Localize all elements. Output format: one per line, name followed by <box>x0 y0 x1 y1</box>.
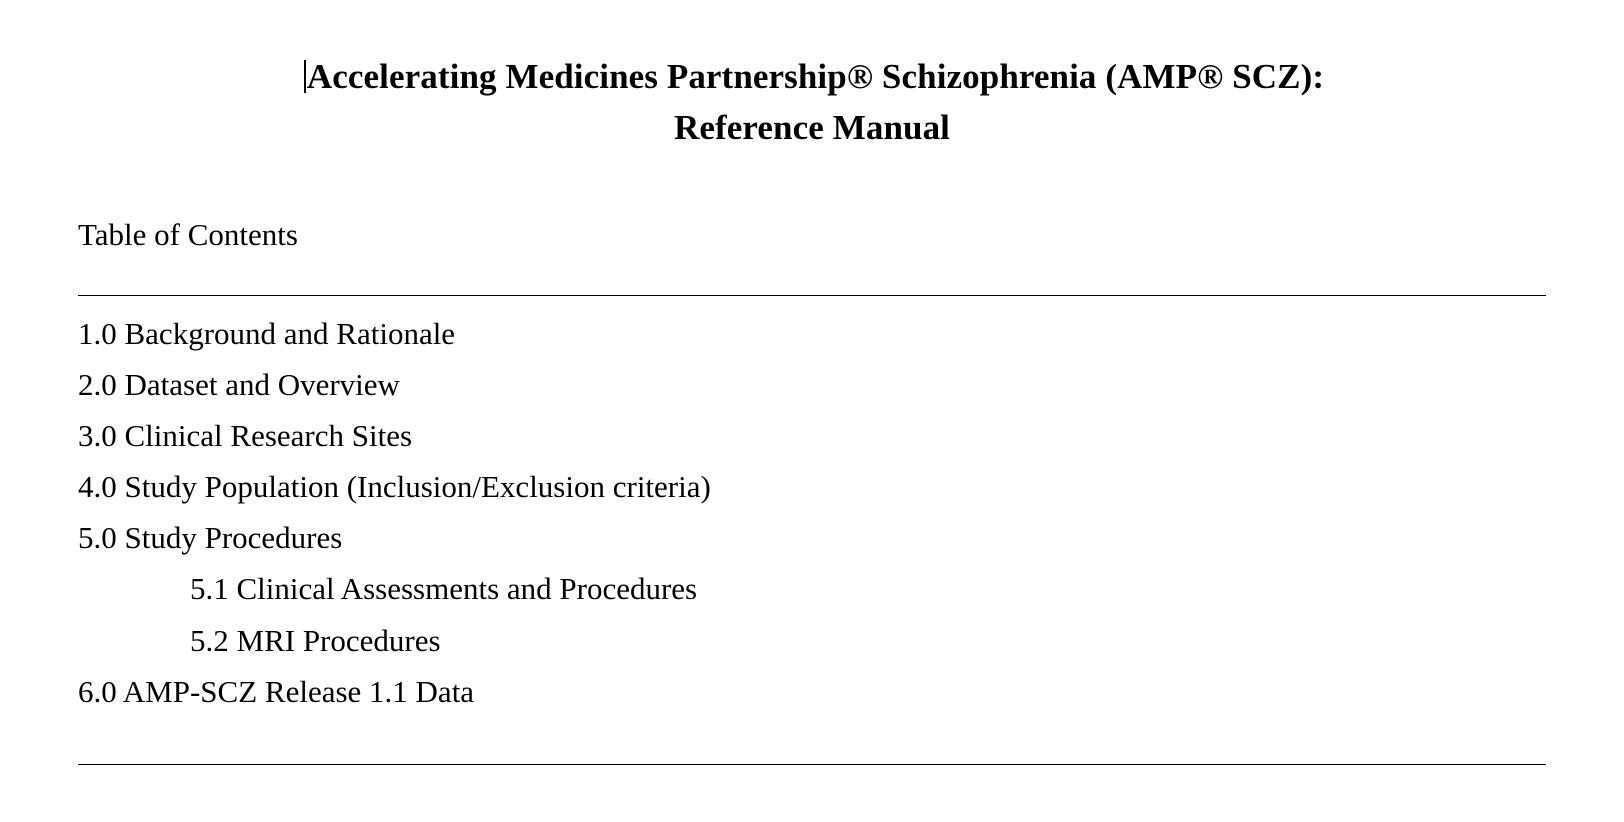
title-line-2: Reference Manual <box>673 107 950 147</box>
toc-list <box>78 296 1546 717</box>
list-item[interactable]: 6.0 AMP-SCZ Release 1.1 Data <box>78 673 475 709</box>
list-item[interactable]: 2.0 Dataset and Overview <box>78 366 400 402</box>
list-item[interactable]: 5.1 Clinical Assessments and Procedures <box>190 571 698 607</box>
title-line-1 <box>78 52 1546 103</box>
list-item[interactable]: 3.0 Clinical Research Sites <box>78 417 413 453</box>
divider-bottom <box>78 764 1546 765</box>
list-item[interactable]: 5.0 Study Procedures <box>78 520 343 556</box>
list-item[interactable]: 4.0 Study Population (Inclusion/Exclusion criteria) <box>78 469 711 505</box>
toc-heading: Table of Contents <box>78 216 298 252</box>
list-item[interactable]: 5.2 MRI Procedures <box>190 622 441 658</box>
list-item[interactable]: 1.0 Background and Rationale <box>78 315 456 351</box>
text-caret <box>304 60 306 93</box>
page-title <box>78 0 1546 154</box>
title-line-1-text: Accelerating Medicines Partnership® Schizophrenia (AMP® SCZ): <box>306 57 1325 96</box>
